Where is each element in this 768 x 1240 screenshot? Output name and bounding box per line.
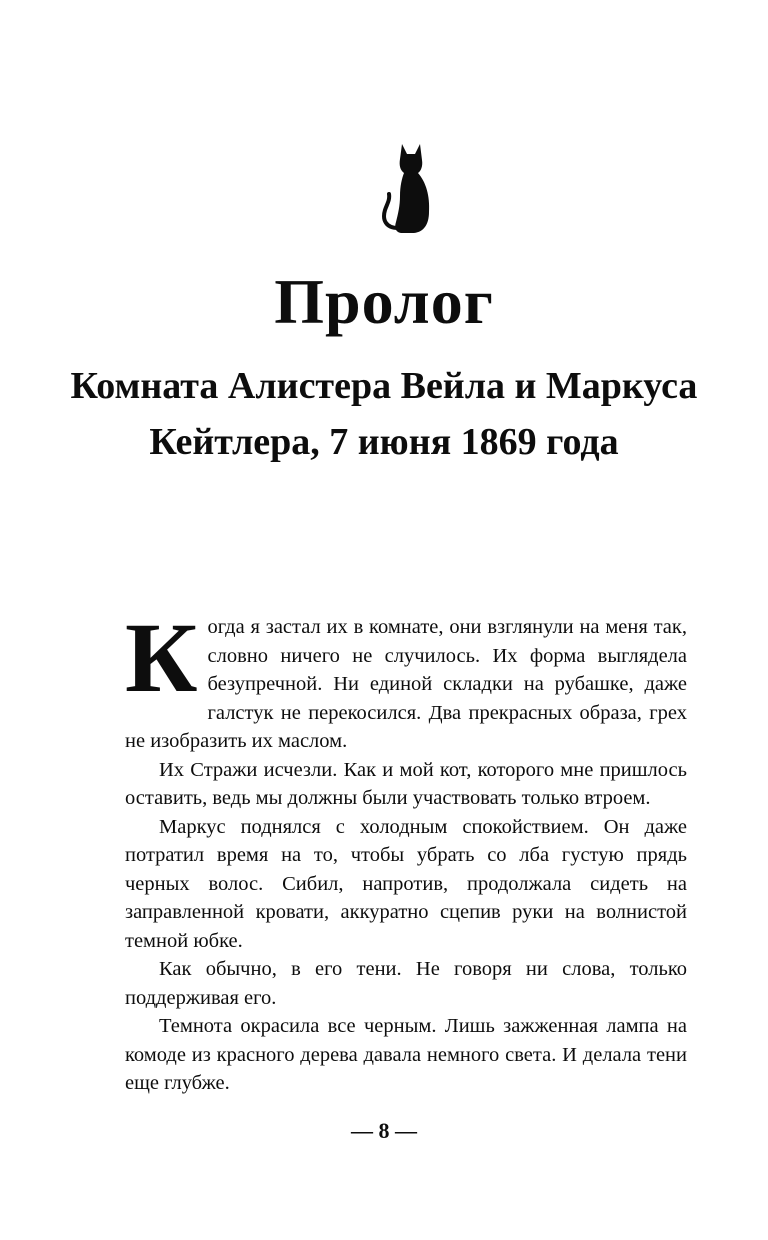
- paragraph: Когда я застал их в комнате, они взглянули на меня так, словно ничего не случилось. Их форма выглядела безупречной. Ни единой складки на рубашке, даже галстук не перекосился. Два прекрасных образа, грех не изобразить их маслом.: [125, 602, 687, 752]
- paragraph: Как обычно, в его тени. Не говоря ни слова, только поддерживая его.: [125, 958, 687, 1009]
- cat-silhouette-icon: [382, 140, 440, 240]
- page-number: — 8 —: [351, 1118, 417, 1143]
- chapter-title: Пролог: [274, 266, 494, 337]
- paragraph: Маркус поднялся с холодным спокойствием. Он даже потратил время на то, чтобы убрать со лба густую прядь черных волос. Сибил, напротив, продолжала сидеть на заправленной кровати, аккуратно сцепив руки на волнистой темной юбке.: [125, 815, 687, 952]
- drop-cap: К: [125, 602, 198, 713]
- chapter-subtitle: Комната Алистера Вейла и Маркуса Кейтлера, 7 июня 1869 года: [70, 365, 698, 463]
- paragraph: Темнота окрасила все черным. Лишь зажженная лампа на комоде из красного дерева давала немного света. И делала тени еще глубже.: [125, 1015, 687, 1094]
- chapter-body: [125, 602, 687, 1098]
- paragraph: Их Стражи исчезли. Как и мой кот, которого мне пришлось оставить, ведь мы должны были участвовать только втроем.: [125, 758, 687, 809]
